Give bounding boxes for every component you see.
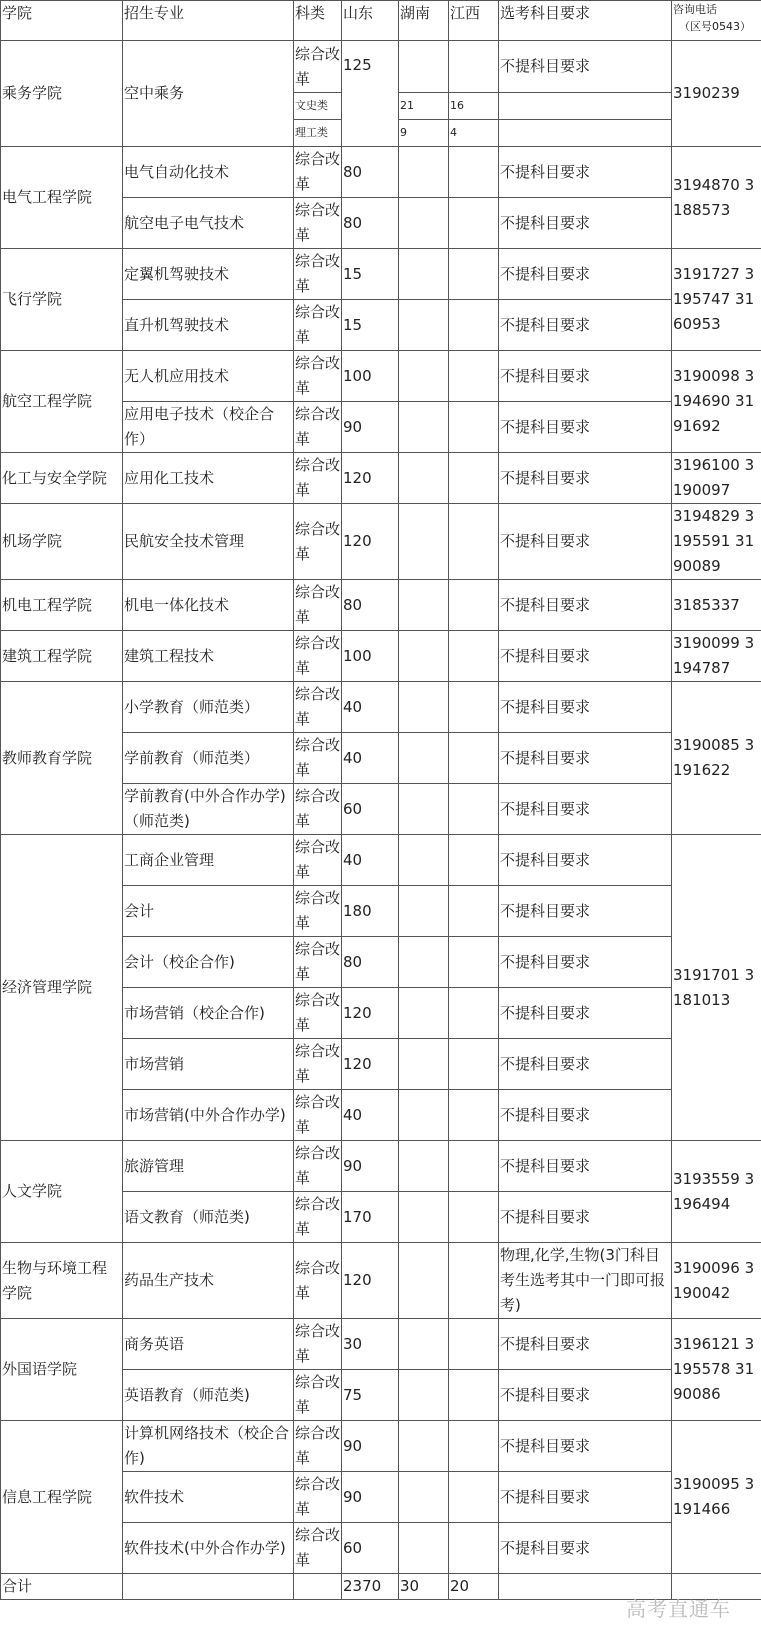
shandong-cell: 15 [342, 249, 399, 300]
hunan-cell [399, 682, 449, 733]
table-row [1, 147, 761, 198]
requirement-cell [499, 93, 672, 120]
category-cell: 综合改革 [294, 147, 342, 198]
jiangxi-cell [449, 249, 499, 300]
college-cell: 飞行学院 [1, 249, 123, 351]
category-cell: 综合改革 [294, 886, 342, 937]
requirement-cell: 不提科目要求 [499, 580, 672, 631]
jiangxi-cell [449, 1141, 499, 1192]
jiangxi-cell [449, 504, 499, 580]
requirement-cell: 物理,化学,生物(3门科目考生选考其中一门即可报考) [499, 1243, 672, 1319]
hunan-cell [399, 784, 449, 835]
requirement-cell: 不提科目要求 [499, 1523, 672, 1574]
requirement-cell [499, 120, 672, 147]
table-row [1, 1243, 761, 1319]
shandong-cell: 80 [342, 580, 399, 631]
hunan-cell [399, 733, 449, 784]
category-cell: 综合改革 [294, 631, 342, 682]
jiangxi-cell [449, 1370, 499, 1421]
hunan-cell [399, 988, 449, 1039]
header-hunan: 湖南 [399, 1, 449, 41]
shandong-cell: 60 [342, 784, 399, 835]
requirement-cell: 不提科目要求 [499, 835, 672, 886]
major-cell: 语文教育（师范类) [123, 1192, 294, 1243]
requirement-cell: 不提科目要求 [499, 1141, 672, 1192]
phone-cell: 3190096 3190042 [672, 1243, 761, 1319]
header-jiangxi: 江西 [449, 1, 499, 41]
hunan-cell [399, 1192, 449, 1243]
category-cell: 综合改革 [294, 937, 342, 988]
phone-cell: 3196121 3195578 3190086 [672, 1319, 761, 1421]
phone-cell: 3190085 3191622 [672, 682, 761, 835]
category-cell: 综合改革 [294, 733, 342, 784]
jiangxi-cell [449, 886, 499, 937]
major-cell: 旅游管理 [123, 1141, 294, 1192]
hunan-cell: 21 [399, 93, 449, 120]
college-cell: 航空工程学院 [1, 351, 123, 453]
total-hunan: 30 [399, 1574, 449, 1600]
phone-cell: 3190095 3191466 [672, 1421, 761, 1574]
phone-cell: 3190099 3194787 [672, 631, 761, 682]
category-cell: 综合改革 [294, 1370, 342, 1421]
major-cell: 航空电子电气技术 [123, 198, 294, 249]
requirement-cell: 不提科目要求 [499, 453, 672, 504]
major-cell: 工商企业管理 [123, 835, 294, 886]
hunan-cell [399, 580, 449, 631]
college-cell: 建筑工程学院 [1, 631, 123, 682]
hunan-cell [399, 453, 449, 504]
hunan-cell [399, 1523, 449, 1574]
jiangxi-cell [449, 631, 499, 682]
category-cell: 综合改革 [294, 1523, 342, 1574]
major-cell: 应用化工技术 [123, 453, 294, 504]
table-row [1, 835, 761, 886]
category-cell: 综合改革 [294, 1472, 342, 1523]
category-cell: 综合改革 [294, 1090, 342, 1141]
major-cell: 建筑工程技术 [123, 631, 294, 682]
phone-cell: 3194870 3188573 [672, 147, 761, 249]
header-phone-area: （区号0543） [679, 20, 751, 33]
major-cell: 空中乘务 [123, 41, 294, 147]
requirement-cell: 不提科目要求 [499, 1090, 672, 1141]
college-cell: 经济管理学院 [1, 835, 123, 1141]
hunan-cell [399, 1090, 449, 1141]
major-cell: 学前教育（师范类） [123, 733, 294, 784]
total-label: 合计 [1, 1574, 123, 1600]
hunan-cell [399, 300, 449, 351]
major-cell: 机电一体化技术 [123, 580, 294, 631]
category-cell: 综合改革 [294, 41, 342, 93]
major-cell: 软件技术 [123, 1472, 294, 1523]
shandong-cell: 80 [342, 198, 399, 249]
phone-cell: 3193559 3196494 [672, 1141, 761, 1243]
category-cell: 综合改革 [294, 1319, 342, 1370]
category-cell: 文史类 [294, 93, 342, 120]
requirement-cell: 不提科目要求 [499, 937, 672, 988]
jiangxi-cell [449, 402, 499, 453]
requirement-cell: 不提科目要求 [499, 733, 672, 784]
hunan-cell [399, 1243, 449, 1319]
hunan-cell [399, 249, 449, 300]
shandong-cell: 15 [342, 300, 399, 351]
jiangxi-cell [449, 1421, 499, 1472]
table-row [1, 351, 761, 402]
jiangxi-cell [449, 682, 499, 733]
jiangxi-cell: 16 [449, 93, 499, 120]
header-college: 学院 [1, 1, 123, 41]
jiangxi-cell [449, 1472, 499, 1523]
college-cell: 生物与环境工程学院 [1, 1243, 123, 1319]
category-cell: 综合改革 [294, 351, 342, 402]
hunan-cell [399, 1370, 449, 1421]
jiangxi-cell [449, 784, 499, 835]
major-cell: 计算机网络技术（校企合作) [123, 1421, 294, 1472]
shandong-cell: 125 [342, 41, 399, 147]
requirement-cell: 不提科目要求 [499, 504, 672, 580]
shandong-cell: 40 [342, 1090, 399, 1141]
header-requirement: 选考科目要求 [499, 1, 672, 41]
shandong-cell: 120 [342, 1243, 399, 1319]
requirement-cell: 不提科目要求 [499, 300, 672, 351]
shandong-cell: 120 [342, 1039, 399, 1090]
phone-cell: 3185337 [672, 580, 761, 631]
shandong-cell: 40 [342, 682, 399, 733]
shandong-cell: 30 [342, 1319, 399, 1370]
college-cell: 机电工程学院 [1, 580, 123, 631]
jiangxi-cell [449, 351, 499, 402]
shandong-cell: 40 [342, 733, 399, 784]
requirement-cell: 不提科目要求 [499, 886, 672, 937]
jiangxi-cell [449, 1243, 499, 1319]
jiangxi-cell [449, 1090, 499, 1141]
requirement-cell: 不提科目要求 [499, 402, 672, 453]
shandong-cell: 100 [342, 631, 399, 682]
jiangxi-cell [449, 733, 499, 784]
phone-cell: 3190239 [672, 41, 761, 147]
table-row [1, 1421, 761, 1472]
requirement-cell: 不提科目要求 [499, 1039, 672, 1090]
hunan-cell [399, 1141, 449, 1192]
total-jiangxi: 20 [449, 1574, 499, 1600]
category-cell: 综合改革 [294, 1192, 342, 1243]
category-cell: 综合改革 [294, 402, 342, 453]
shandong-cell: 180 [342, 886, 399, 937]
requirement-cell: 不提科目要求 [499, 1192, 672, 1243]
major-cell: 市场营销(中外合作办学) [123, 1090, 294, 1141]
requirement-cell: 不提科目要求 [499, 198, 672, 249]
major-cell: 定翼机驾驶技术 [123, 249, 294, 300]
jiangxi-cell: 4 [449, 120, 499, 147]
major-cell [123, 1574, 294, 1600]
requirement-cell: 不提科目要求 [499, 1370, 672, 1421]
jiangxi-cell [449, 300, 499, 351]
major-cell: 小学教育（师范类） [123, 682, 294, 733]
watermark: 高考直通车 [626, 1597, 731, 1621]
college-cell: 信息工程学院 [1, 1421, 123, 1574]
category-cell: 综合改革 [294, 580, 342, 631]
shandong-cell: 120 [342, 504, 399, 580]
major-cell: 药品生产技术 [123, 1243, 294, 1319]
category-cell: 综合改革 [294, 249, 342, 300]
phone-cell: 3191701 3181013 [672, 835, 761, 1141]
jiangxi-cell [449, 1523, 499, 1574]
category-cell: 综合改革 [294, 300, 342, 351]
college-cell: 教师教育学院 [1, 682, 123, 835]
shandong-cell: 80 [342, 937, 399, 988]
jiangxi-cell [449, 1319, 499, 1370]
major-cell: 市场营销 [123, 1039, 294, 1090]
shandong-cell: 170 [342, 1192, 399, 1243]
phone-cell: 3190098 3194690 3191692 [672, 351, 761, 453]
hunan-cell [399, 41, 449, 93]
category-cell: 理工类 [294, 120, 342, 147]
hunan-cell [399, 631, 449, 682]
category-cell [294, 1574, 342, 1600]
hunan-cell [399, 886, 449, 937]
hunan-cell [399, 504, 449, 580]
hunan-cell [399, 402, 449, 453]
category-cell: 综合改革 [294, 504, 342, 580]
requirement-cell: 不提科目要求 [499, 784, 672, 835]
shandong-cell: 90 [342, 1141, 399, 1192]
table-row [1, 631, 761, 682]
requirement-cell: 不提科目要求 [499, 249, 672, 300]
jiangxi-cell [449, 147, 499, 198]
shandong-cell: 120 [342, 453, 399, 504]
phone-cell: 3196100 3190097 [672, 453, 761, 504]
requirement-cell: 不提科目要求 [499, 1319, 672, 1370]
requirement-cell: 不提科目要求 [499, 1421, 672, 1472]
jiangxi-cell [449, 580, 499, 631]
category-cell: 综合改革 [294, 835, 342, 886]
table-row [1, 580, 761, 631]
major-cell: 应用电子技术（校企合作） [123, 402, 294, 453]
header-major: 招生专业 [123, 1, 294, 41]
jiangxi-cell [449, 41, 499, 93]
table-row [1, 504, 761, 580]
phone-cell: 3194829 3195591 3190089 [672, 504, 761, 580]
college-cell: 人文学院 [1, 1141, 123, 1243]
major-cell: 电气自动化技术 [123, 147, 294, 198]
major-cell: 会计（校企合作) [123, 937, 294, 988]
shandong-cell: 90 [342, 1472, 399, 1523]
major-cell: 会计 [123, 886, 294, 937]
jiangxi-cell [449, 1192, 499, 1243]
category-cell: 综合改革 [294, 453, 342, 504]
header-shandong: 山东 [342, 1, 399, 41]
jiangxi-cell [449, 937, 499, 988]
header-phone-title: 咨询电话 [673, 3, 717, 16]
shandong-cell: 90 [342, 1421, 399, 1472]
jiangxi-cell [449, 988, 499, 1039]
requirement-cell: 不提科目要求 [499, 351, 672, 402]
college-cell: 乘务学院 [1, 41, 123, 147]
table-row [1, 1141, 761, 1192]
jiangxi-cell [449, 453, 499, 504]
table-row [1, 249, 761, 300]
category-cell: 综合改革 [294, 1243, 342, 1319]
college-cell: 电气工程学院 [1, 147, 123, 249]
category-cell: 综合改革 [294, 1141, 342, 1192]
major-cell: 民航安全技术管理 [123, 504, 294, 580]
header-phone [672, 1, 761, 41]
shandong-cell: 40 [342, 835, 399, 886]
category-cell: 综合改革 [294, 1039, 342, 1090]
table-row [1, 682, 761, 733]
table-row [1, 41, 761, 93]
category-cell: 综合改革 [294, 682, 342, 733]
college-cell: 化工与安全学院 [1, 453, 123, 504]
major-cell: 直升机驾驶技术 [123, 300, 294, 351]
category-cell: 综合改革 [294, 784, 342, 835]
shandong-cell: 75 [342, 1370, 399, 1421]
hunan-cell [399, 351, 449, 402]
jiangxi-cell [449, 1039, 499, 1090]
major-cell: 软件技术(中外合作办学) [123, 1523, 294, 1574]
category-cell: 综合改革 [294, 198, 342, 249]
hunan-cell [399, 147, 449, 198]
category-cell: 综合改革 [294, 988, 342, 1039]
hunan-cell [399, 1421, 449, 1472]
hunan-cell [399, 835, 449, 886]
hunan-cell [399, 198, 449, 249]
college-cell: 机场学院 [1, 504, 123, 580]
table-row [1, 1319, 761, 1370]
category-cell: 综合改革 [294, 1421, 342, 1472]
major-cell: 英语教育（师范类) [123, 1370, 294, 1421]
requirement-cell: 不提科目要求 [499, 147, 672, 198]
requirement-cell: 不提科目要求 [499, 988, 672, 1039]
shandong-cell: 120 [342, 988, 399, 1039]
requirement-cell: 不提科目要求 [499, 682, 672, 733]
hunan-cell [399, 1319, 449, 1370]
requirement-cell: 不提科目要求 [499, 41, 672, 93]
requirement-cell: 不提科目要求 [499, 631, 672, 682]
hunan-cell [399, 1039, 449, 1090]
hunan-cell [399, 1472, 449, 1523]
total-shandong: 2370 [342, 1574, 399, 1600]
jiangxi-cell [449, 198, 499, 249]
hunan-cell: 9 [399, 120, 449, 147]
major-cell: 市场营销（校企合作) [123, 988, 294, 1039]
requirement-cell: 不提科目要求 [499, 1472, 672, 1523]
shandong-cell: 80 [342, 147, 399, 198]
hunan-cell [399, 937, 449, 988]
table-row [1, 453, 761, 504]
major-cell: 无人机应用技术 [123, 351, 294, 402]
college-cell: 外国语学院 [1, 1319, 123, 1421]
shandong-cell: 90 [342, 402, 399, 453]
shandong-cell: 100 [342, 351, 399, 402]
major-cell: 学前教育(中外合作办学)（师范类) [123, 784, 294, 835]
header-row [1, 1, 761, 41]
major-cell: 商务英语 [123, 1319, 294, 1370]
header-category: 科类 [294, 1, 342, 41]
shandong-cell: 60 [342, 1523, 399, 1574]
phone-cell: 3191727 3195747 3160953 [672, 249, 761, 351]
jiangxi-cell [449, 835, 499, 886]
